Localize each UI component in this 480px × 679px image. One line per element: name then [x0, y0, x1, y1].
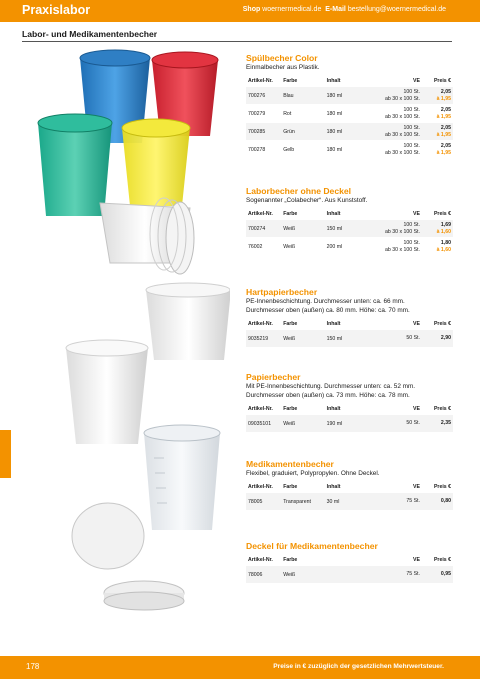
pack-unit-line: 50 St. — [406, 335, 420, 342]
price-unit: 0,80 — [440, 498, 451, 505]
cell-volume: 180 ml — [325, 141, 373, 159]
price-unit: 2,05 — [440, 125, 451, 132]
cell-pack-unit — [372, 141, 422, 159]
cell-pack-unit — [372, 123, 422, 141]
product-section — [246, 186, 453, 256]
price-unit: 1,80 — [440, 240, 451, 247]
section-description: Durchmesser oben (außen) ca. 80 mm. Höhe: ca. 70 mm. — [246, 307, 410, 314]
table-row — [246, 238, 453, 256]
hard-paper-cup-photo — [146, 283, 230, 360]
price-unit: 2,05 — [440, 143, 451, 150]
cell-color: Gelb — [281, 141, 324, 159]
section-description: PE-Innenbeschichtung. Durchmesser unten: ca. 66 mm. — [246, 298, 405, 305]
column-header — [325, 557, 373, 566]
product-section — [246, 459, 453, 511]
column-header: Preis € — [433, 78, 451, 84]
shop-link[interactable]: woernermedical.de — [262, 6, 322, 13]
cell-volume: 190 ml — [325, 415, 373, 433]
section-title: Hartpapierbecher — [246, 287, 318, 297]
cell-price — [422, 566, 453, 584]
section-title: Deckel für Medikamentenbecher — [246, 541, 378, 551]
column-header: VE — [413, 78, 420, 84]
page-title: Labor- und Medikamentenbecher — [22, 29, 158, 39]
price-unit: 2,90 — [440, 335, 451, 342]
column-header: Preis € — [433, 557, 451, 563]
cell-volume: 180 ml — [325, 105, 373, 123]
section-description: Sogenannter „Colabecher“. Aus Kunststoff. — [246, 197, 368, 204]
price-table — [246, 211, 453, 256]
product-section — [246, 372, 453, 433]
cell-pack-unit — [372, 566, 422, 584]
column-header: Artikel-Nr. — [248, 211, 273, 217]
pack-unit-line: 100 St. — [403, 107, 420, 114]
cell-pack-unit — [372, 415, 422, 433]
cell-article: 700285 — [246, 123, 281, 141]
column-header: Farbe — [283, 557, 298, 563]
cell-price — [422, 238, 453, 256]
cell-article: 09035101 — [246, 415, 281, 433]
email-link[interactable]: bestellung@woernermedical.de — [347, 6, 446, 13]
column-header: VE — [413, 484, 420, 490]
section-title: Papierbecher — [246, 372, 301, 382]
section-title: Laborbecher ohne Deckel — [246, 186, 352, 196]
cell-volume: 150 ml — [325, 220, 373, 238]
price-table — [246, 484, 453, 511]
section-title: Spülbecher Color — [246, 53, 318, 63]
table-row — [246, 330, 453, 348]
pack-unit-bulk: ab 30 x 100 St. — [385, 149, 420, 156]
cell-color: Weiß — [281, 415, 324, 433]
pack-unit-line: 75 St. — [406, 498, 420, 505]
cell-price — [422, 141, 453, 159]
price-unit: 1,69 — [440, 222, 451, 229]
cell-volume: 150 ml — [325, 330, 373, 348]
column-header: Preis € — [433, 484, 451, 490]
title-divider — [22, 41, 452, 42]
pack-unit-bulk: ab 30 x 100 St. — [385, 95, 420, 102]
cell-price — [422, 220, 453, 238]
column-header: Artikel-Nr. — [248, 557, 273, 563]
cell-volume: 200 ml — [325, 238, 373, 256]
cell-pack-unit — [372, 105, 422, 123]
column-header: VE — [413, 406, 420, 412]
section-description: Einmalbecher aus Plastik. — [246, 64, 320, 71]
cell-pack-unit — [372, 87, 422, 105]
cell-color: Blau — [281, 87, 324, 105]
price-unit: 2,05 — [440, 89, 451, 96]
paper-cup-photo — [66, 340, 148, 444]
section-title: Medikamentenbecher — [246, 459, 334, 469]
cell-article: 700274 — [246, 220, 281, 238]
top-banner — [0, 0, 480, 22]
medicine-cup-photo — [144, 425, 220, 530]
table-row — [246, 105, 453, 123]
cell-pack-unit — [372, 330, 422, 348]
product-section — [246, 541, 453, 584]
pack-unit-bulk: ab 30 x 100 St. — [385, 246, 420, 253]
column-header: Farbe — [283, 211, 298, 217]
cell-color: Transparent — [281, 493, 324, 511]
price-table — [246, 557, 453, 584]
cell-price — [422, 415, 453, 433]
section-description: Flexibel, graduiert, Polypropylen. Ohne Deckel. — [246, 470, 380, 477]
green-cup-photo — [38, 114, 112, 216]
column-header: VE — [413, 321, 420, 327]
column-header: Inhalt — [326, 484, 341, 490]
column-header: Inhalt — [326, 78, 341, 84]
cell-volume: 180 ml — [325, 123, 373, 141]
cell-pack-unit — [372, 493, 422, 511]
cell-article: 78005 — [246, 493, 281, 511]
column-header: Inhalt — [326, 321, 341, 327]
cell-article: 700276 — [246, 87, 281, 105]
cell-price — [422, 493, 453, 511]
column-header: Preis € — [433, 211, 451, 217]
cell-pack-unit — [372, 220, 422, 238]
cell-color: Weiß — [281, 220, 324, 238]
table-row — [246, 141, 453, 159]
section-description: Durchmesser oben (außen) ca. 73 mm. Höhe: ca. 78 mm. — [246, 392, 410, 399]
column-header: Inhalt — [326, 406, 341, 412]
column-header: Preis € — [433, 321, 451, 327]
table-row — [246, 220, 453, 238]
pack-unit-line: 75 St. — [406, 571, 420, 578]
price-unit: 2,05 — [440, 107, 451, 114]
price-bulk: à 1,60 — [436, 228, 451, 235]
cell-price — [422, 123, 453, 141]
cell-article: 76002 — [246, 238, 281, 256]
cell-color: Grün — [281, 123, 324, 141]
pack-unit-line: 50 St. — [406, 420, 420, 427]
column-header: VE — [413, 211, 420, 217]
column-header: Farbe — [283, 406, 298, 412]
product-section — [246, 53, 453, 159]
price-unit: 2,35 — [440, 420, 451, 427]
price-note: Preise in € zuzüglich der gesetzlichen Mehrwertsteuer. — [273, 663, 444, 670]
cell-pack-unit — [372, 238, 422, 256]
column-header: Artikel-Nr. — [248, 484, 273, 490]
product-section — [246, 287, 453, 348]
price-bulk: à 1,95 — [436, 149, 451, 156]
pack-unit-bulk: ab 30 x 100 St. — [385, 228, 420, 235]
table-row — [246, 415, 453, 433]
price-table — [246, 321, 453, 348]
price-unit: 0,95 — [440, 571, 451, 578]
pack-unit-bulk: ab 30 x 100 St. — [385, 113, 420, 120]
pack-unit-bulk: ab 30 x 100 St. — [385, 131, 420, 138]
table-row — [246, 123, 453, 141]
email-label: E-Mail — [325, 6, 346, 13]
price-bulk: à 1,95 — [436, 131, 451, 138]
contact-line — [243, 6, 446, 13]
cell-color: Rot — [281, 105, 324, 123]
cell-volume: 180 ml — [325, 87, 373, 105]
column-header: VE — [413, 557, 420, 563]
column-header: Farbe — [283, 321, 298, 327]
table-row — [246, 566, 453, 584]
footer-bar — [0, 656, 480, 679]
table-row — [246, 87, 453, 105]
cell-article: 9035219 — [246, 330, 281, 348]
cell-volume — [325, 566, 373, 584]
cell-volume: 30 ml — [325, 493, 373, 511]
price-table — [246, 406, 453, 433]
cell-price — [422, 105, 453, 123]
cell-article: 700278 — [246, 141, 281, 159]
pack-unit-line: 100 St. — [403, 143, 420, 150]
product-images — [30, 48, 230, 628]
pack-unit-line: 100 St. — [403, 89, 420, 96]
cell-color: Weiß — [281, 238, 324, 256]
price-bulk: à 1,95 — [436, 113, 451, 120]
white-cup-stack-photo — [100, 198, 194, 274]
price-table — [246, 78, 453, 159]
pack-unit-line: 100 St. — [403, 125, 420, 132]
price-bulk: à 1,60 — [436, 246, 451, 253]
cell-article: 700279 — [246, 105, 281, 123]
side-tab-marker — [0, 430, 11, 478]
cell-price — [422, 330, 453, 348]
cell-article: 78006 — [246, 566, 281, 584]
price-bulk: à 1,95 — [436, 95, 451, 102]
cell-color: Weiß — [281, 566, 324, 584]
section-description: Mit PE-Innenbeschichtung. Durchmesser unten: ca. 52 mm. — [246, 383, 416, 390]
yellow-cup-photo — [122, 119, 190, 206]
column-header: Inhalt — [326, 211, 341, 217]
pack-unit-line: 100 St. — [403, 240, 420, 247]
column-header: Preis € — [433, 406, 451, 412]
cell-color: Weiß — [281, 330, 324, 348]
brand-title: Praxislabor — [22, 3, 91, 17]
column-header: Artikel-Nr. — [248, 78, 273, 84]
shop-label: Shop — [242, 6, 261, 13]
page-number: 178 — [26, 662, 40, 671]
cell-price — [422, 87, 453, 105]
table-row — [246, 493, 453, 511]
column-header: Farbe — [283, 78, 298, 84]
pack-unit-line: 100 St. — [403, 222, 420, 229]
column-header: Farbe — [283, 484, 298, 490]
column-header: Artikel-Nr. — [248, 406, 273, 412]
column-header: Artikel-Nr. — [248, 321, 273, 327]
